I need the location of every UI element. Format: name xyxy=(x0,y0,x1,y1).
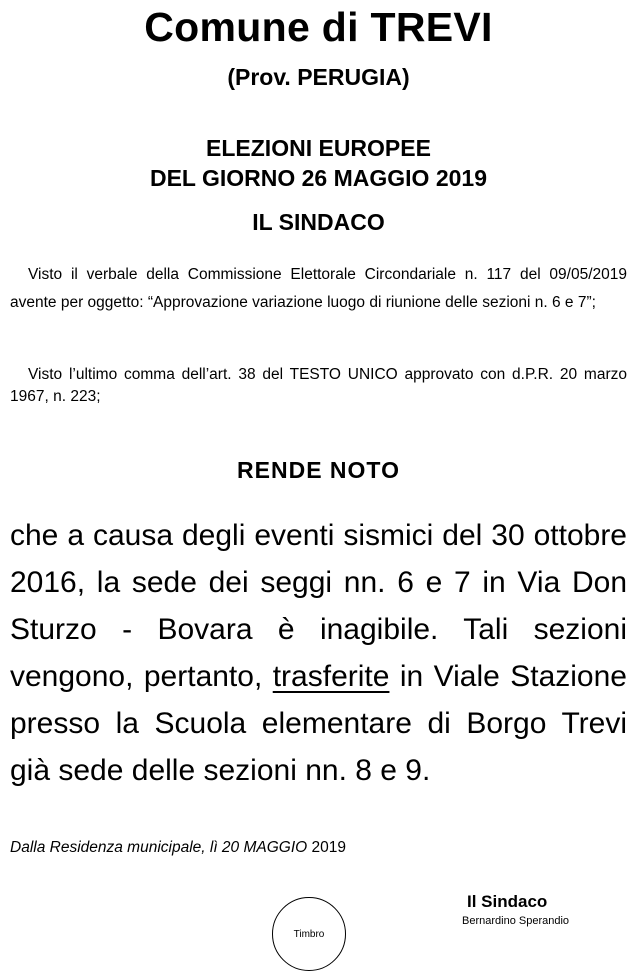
comune-title: Comune di TREVI xyxy=(144,4,493,50)
place-date-year: 2019 xyxy=(307,839,347,856)
premise-text-1: Visto il verbale della Commissione Elettorale Circondariale n. 117 del 09/05/2019 avente per oggetto: “Approvazione variazione luogo di riunione delle sezioni n. 6 e 7”; xyxy=(10,266,627,311)
place-date-text: Dalla Residenza municipale, lì 20 MAGGIO xyxy=(10,839,308,856)
signature-name: Bernardino Sperandio xyxy=(462,915,570,927)
authority-heading: IL SINDACO xyxy=(252,209,385,235)
rende-noto-heading: RENDE NOTO xyxy=(237,457,400,483)
province-subtitle: (Prov. PERUGIA) xyxy=(227,64,410,90)
signature-title: Il Sindaco xyxy=(467,892,548,911)
election-heading-line1: ELEZIONI EUROPEE xyxy=(206,135,431,161)
election-heading-line2: DEL GIORNO 26 MAGGIO 2019 xyxy=(149,165,487,191)
stamp-circle xyxy=(272,897,346,971)
notice-body xyxy=(10,512,627,794)
place-date-line xyxy=(10,836,346,860)
notice-text-underlined: trasferite xyxy=(272,660,390,693)
premise-text-2: Visto l’ultimo comma dell’art. 38 del TESTO UNICO approvato con d.P.R. 20 marzo 1967, n. 223; xyxy=(10,366,627,405)
stamp-label: Timbro xyxy=(293,928,325,940)
election-heading xyxy=(0,133,637,193)
premise-paragraph-2 xyxy=(10,364,627,408)
notice-text-before: che a causa degli eventi sismici del 30 ottobre 2016, la sede dei seggi nn. 6 e 7 in Via Don Sturzo - Bovara è inagibile. Tali sezioni vengono, pertanto, xyxy=(10,519,627,693)
premise-paragraph-1 xyxy=(10,261,627,317)
notice-text-after: in Viale Stazione presso la Scuola elementare di Borgo Trevi già sede delle sezioni nn. 8 e 9. xyxy=(10,660,627,787)
